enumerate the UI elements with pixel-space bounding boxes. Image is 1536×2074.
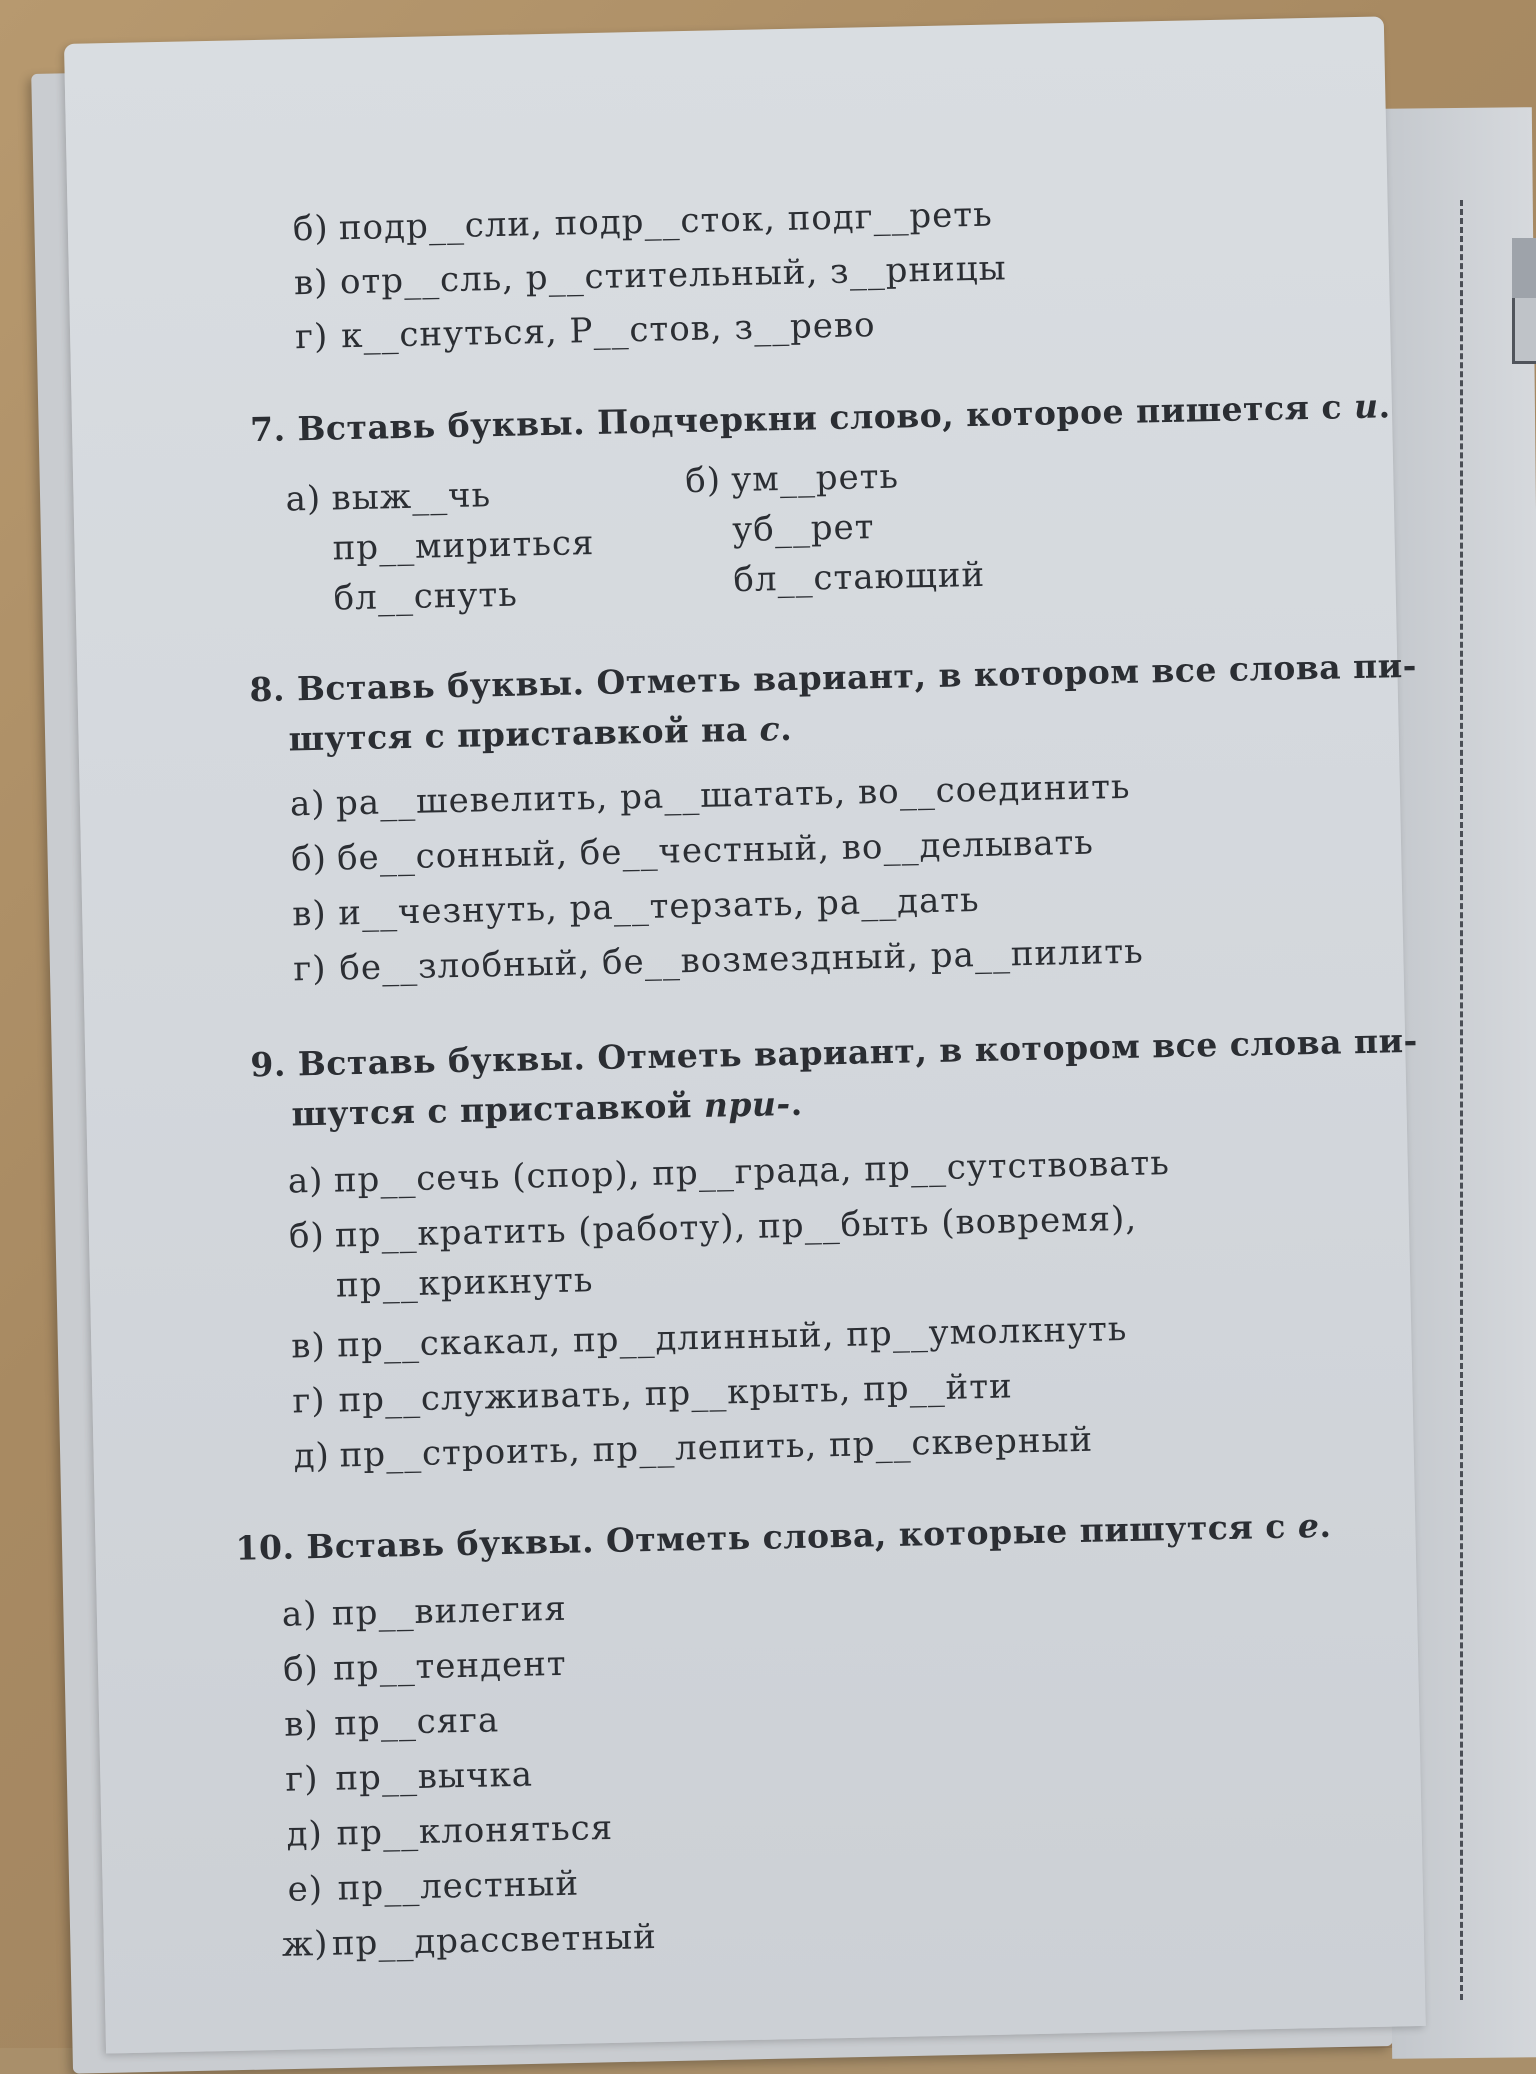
cut-dashed-line — [1460, 200, 1463, 2000]
task9-option-d: д) пр__строить, пр__лепить, пр__скверный — [293, 1419, 1094, 1477]
task6-option-v: в) отр__сль, р__стительный, з__рницы — [293, 248, 1008, 304]
task8-option-a: а) ра__шевелить, ра__шатать, во__соединить — [289, 766, 1131, 825]
workbook-page — [64, 16, 1426, 2053]
task9-option-b-cont: пр__крикнуть — [335, 1260, 594, 1306]
task7-col-a-item: пр__мириться — [332, 523, 595, 569]
task10-option: ж)пр__драссветный — [281, 1917, 658, 1965]
task10-option: а) пр__вилегия — [281, 1588, 568, 1635]
task8-heading-line1: 8. Вставь буквы. Отметь вариант, в котором все слова пи- — [249, 645, 1418, 710]
task10-heading: 10. Вставь буквы. Отметь слова, которые пишутся с е. — [235, 1505, 1332, 1568]
task9-option-b: б) пр__кратить (работу), пр__быть (вовремя), — [288, 1198, 1138, 1257]
page-content — [64, 16, 1426, 2053]
task7-col-a-item: бл__снуть — [333, 574, 519, 619]
task9-option-v: в) пр__скакал, пр__длинный, пр__умолкнуть — [290, 1309, 1128, 1367]
task10-option: г) пр__вычка — [284, 1754, 534, 1800]
task8-option-b: б) бе__сонный, бе__честный, во__делывать — [290, 822, 1095, 880]
task8-option-v: в) и__чезнуть, ра__терзать, ра__дать — [291, 880, 980, 935]
task10-option: д) пр__клоняться — [286, 1807, 614, 1855]
task9-heading-line1: 9. Вставь буквы. Отметь вариант, в котором все слова пи- — [250, 1020, 1419, 1085]
task7-col-b-item: бл__стающий — [732, 554, 986, 601]
task10-option: б) пр__тендент — [282, 1643, 567, 1690]
task8-heading-line2: шутся с приставкой на с. — [288, 708, 793, 759]
task7-heading: 7. Вставь буквы. Подчеркни слово, которое пишется с и. — [249, 386, 1391, 450]
task7-col-a: а) выж__чь — [285, 475, 492, 520]
task7-col-b-item: уб__рет — [731, 507, 875, 551]
task10-option: в) пр__сяга — [283, 1700, 500, 1745]
task7-col-b: б) ум__реть — [684, 456, 900, 502]
side-table-header — [1512, 238, 1536, 298]
task9-option-g: г) пр__служивать, пр__крыть, пр__йти — [292, 1366, 1014, 1422]
task9-option-a: а) пр__сечь (спор), пр__града, пр__сутствовать — [287, 1143, 1171, 1202]
task6-option-g: г) к__снуться, Р__стов, з__рево — [294, 305, 876, 358]
task6-option-b: б) подр__сли, подр__сток, подг__реть — [292, 194, 994, 250]
task8-option-g: г) бе__злобный, бе__возмездный, ра__пилить — [293, 931, 1145, 990]
task10-option: е) пр__лестный — [287, 1863, 580, 1910]
task9-heading-line2: шутся с приставкой при-. — [291, 1083, 803, 1134]
